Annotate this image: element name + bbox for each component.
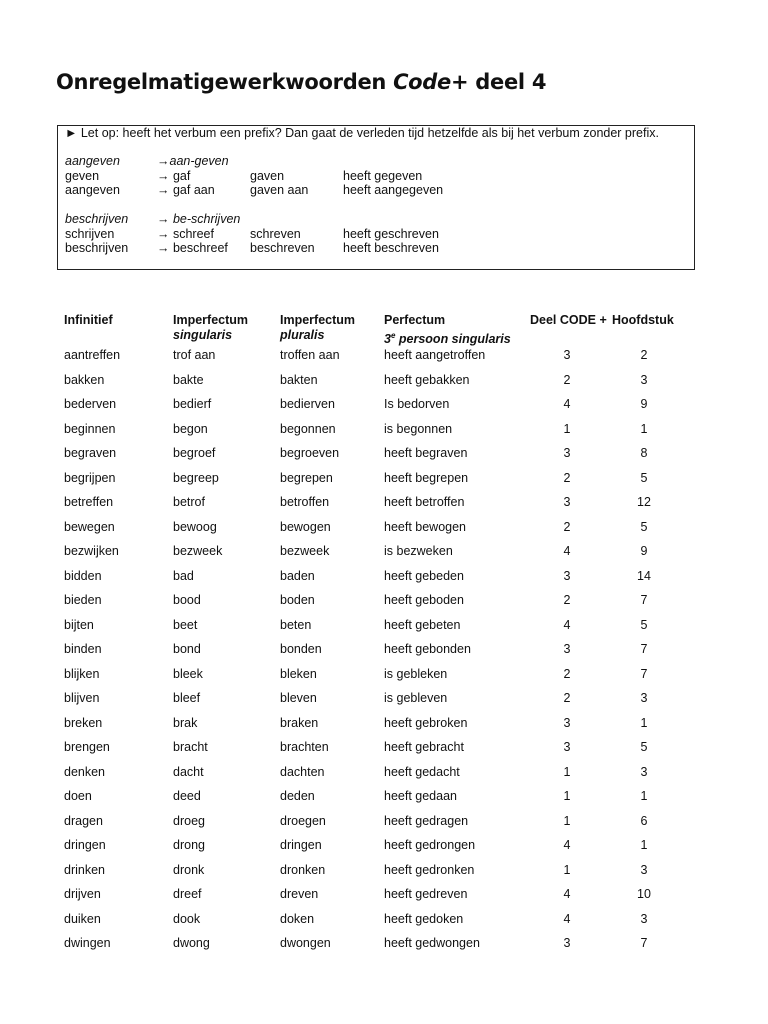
cell-perfectum: is bezweken <box>384 544 453 558</box>
prefix-note-box <box>57 125 695 270</box>
cell-hoofdstuk: 5 <box>640 519 648 534</box>
header-hoofdstuk: Hoofdstuk <box>612 313 674 327</box>
cell-deel: 1 <box>563 862 571 877</box>
example-1-head-verb: aangeven <box>65 154 120 168</box>
cell-imp-sg: droeg <box>173 813 205 828</box>
cell-imp-pl: bleken <box>280 666 317 681</box>
cell-hoofdstuk: 14 <box>637 568 651 583</box>
example-2-line-2-sg: → beschreef <box>157 241 228 255</box>
cell-imp-sg: bleef <box>173 691 201 705</box>
cell-infinitief: dwingen <box>64 936 111 950</box>
cell-hoofdstuk: 7 <box>640 936 648 950</box>
cell-infinitief: breken <box>64 715 103 730</box>
table-row <box>0 468 768 492</box>
cell-imp-sg: bezweek <box>173 544 223 558</box>
cell-infinitief: duiken <box>64 911 101 926</box>
cell-infinitief: blijven <box>64 691 100 705</box>
cell-infinitief: beginnen <box>64 421 116 436</box>
example-1-line-2-sg: → gaf aan <box>157 183 215 197</box>
example-1-line-2-inf: aangeven <box>65 183 120 197</box>
cell-imp-sg: bewoog <box>173 519 217 534</box>
title-suffix: deel 4 <box>475 70 547 94</box>
cell-infinitief: drinken <box>64 862 105 877</box>
cell-imp-pl: betroffen <box>280 495 330 509</box>
cell-deel: 2 <box>563 372 571 387</box>
note-intro: ► Let op: heeft het verbum een prefix? Dan gaat de verleden tijd hetzelfde als bij het verbum zonder prefix. <box>65 126 659 140</box>
cell-infinitief: bidden <box>64 568 102 583</box>
cell-imp-pl: baden <box>280 568 315 583</box>
cell-infinitief: bezwijken <box>64 544 119 558</box>
table-row <box>0 933 768 957</box>
cell-perfectum: heeft gedronken <box>384 862 475 877</box>
cell-infinitief: blijken <box>64 666 100 681</box>
cell-hoofdstuk: 1 <box>640 789 648 803</box>
cell-infinitief: dragen <box>64 813 103 828</box>
table-row <box>0 811 768 835</box>
cell-imp-pl: bonden <box>280 642 322 656</box>
cell-deel: 4 <box>563 617 571 632</box>
cell-imp-sg: begroef <box>173 446 216 460</box>
table-row <box>0 370 768 394</box>
cell-imp-sg: begreep <box>173 470 219 485</box>
cell-perfectum: heeft gedacht <box>384 764 460 779</box>
cell-deel: 3 <box>563 446 571 460</box>
cell-infinitief: binden <box>64 642 102 656</box>
cell-deel: 4 <box>563 544 571 558</box>
cell-imp-sg: begon <box>173 421 208 436</box>
cell-infinitief: begraven <box>64 446 117 460</box>
example-1-line-2-perf: heeft aangegeven <box>343 183 444 197</box>
cell-deel: 1 <box>563 421 571 436</box>
header-imperfectum-pluralis <box>280 313 355 343</box>
cell-perfectum: heeft aangetroffen <box>384 348 486 362</box>
cell-infinitief: bakken <box>64 372 105 387</box>
cell-hoofdstuk: 5 <box>640 470 648 485</box>
header-perf-label: Perfectum <box>384 313 446 327</box>
cell-deel: 2 <box>563 593 571 607</box>
cell-deel: 4 <box>563 397 571 411</box>
cell-perfectum: heeft gebonden <box>384 642 471 656</box>
header-imp-sg-label: Imperfectum <box>173 313 249 327</box>
cell-deel: 3 <box>563 936 571 950</box>
cell-perfectum: is gebleven <box>384 691 448 705</box>
cell-imp-sg: dreef <box>173 887 202 901</box>
cell-imp-sg: bond <box>173 642 201 656</box>
cell-imp-pl: dachten <box>280 764 325 779</box>
cell-imp-sg: dook <box>173 911 201 926</box>
table-row <box>0 541 768 565</box>
cell-perfectum: heeft gebeden <box>384 568 464 583</box>
cell-hoofdstuk: 1 <box>640 715 648 730</box>
header-infinitief: Infinitief <box>64 313 113 327</box>
example-1-line-2-pl: gaven aan <box>250 183 309 197</box>
cell-deel: 3 <box>563 348 571 362</box>
example-1-line-1-sg: → gaf <box>157 169 191 183</box>
table-row <box>0 566 768 590</box>
example-2-line-1-perf: heeft geschreven <box>343 227 439 241</box>
cell-perfectum: heeft begrepen <box>384 470 469 485</box>
cell-imp-sg: bakte <box>173 372 204 387</box>
cell-perfectum: heeft gedoken <box>384 911 464 926</box>
cell-imp-pl: bewogen <box>280 519 331 534</box>
table-row <box>0 835 768 859</box>
cell-deel: 3 <box>563 715 571 730</box>
cell-imp-sg: drong <box>173 838 205 852</box>
table-row <box>0 737 768 761</box>
table-row <box>0 664 768 688</box>
cell-hoofdstuk: 10 <box>637 887 651 901</box>
example-2-line-1-inf: schrijven <box>65 227 115 241</box>
table-row <box>0 884 768 908</box>
cell-deel: 1 <box>563 789 571 803</box>
cell-perfectum: heeft gedreven <box>384 887 468 901</box>
cell-deel: 1 <box>563 764 571 779</box>
cell-infinitief: begrijpen <box>64 470 116 485</box>
header-imp-pl-sub: pluralis <box>280 328 325 342</box>
cell-imp-pl: bezweek <box>280 544 330 558</box>
cell-infinitief: bijten <box>64 617 94 632</box>
cell-hoofdstuk: 7 <box>640 666 648 681</box>
header-perf-num: 3 <box>384 332 391 347</box>
cell-imp-sg: bedierf <box>173 397 212 411</box>
cell-imp-pl: begroeven <box>280 446 340 460</box>
cell-hoofdstuk: 9 <box>640 544 648 558</box>
cell-deel: 2 <box>563 691 571 705</box>
header-perf-sup: e <box>390 331 396 340</box>
cell-hoofdstuk: 3 <box>640 862 648 877</box>
cell-hoofdstuk: 8 <box>640 446 648 460</box>
table-row <box>0 786 768 810</box>
cell-imp-pl: droegen <box>280 813 326 828</box>
cell-perfectum: heeft bewogen <box>384 519 467 534</box>
cell-hoofdstuk: 3 <box>640 372 648 387</box>
cell-imp-pl: begonnen <box>280 421 336 436</box>
cell-imp-pl: bakten <box>280 372 318 387</box>
table-row <box>0 688 768 712</box>
header-perf-sub: persoon singularis <box>398 332 511 347</box>
cell-perfectum: is gebleken <box>384 666 448 681</box>
cell-imp-sg: trof aan <box>173 348 216 362</box>
cell-imp-pl: troffen aan <box>280 348 340 362</box>
table-row <box>0 443 768 467</box>
cell-imp-pl: bleven <box>280 691 317 705</box>
cell-deel: 2 <box>563 519 571 534</box>
cell-perfectum: heeft gebeten <box>384 617 461 632</box>
table-row <box>0 713 768 737</box>
cell-imp-pl: begrepen <box>280 470 333 485</box>
cell-imp-sg: dwong <box>173 936 210 950</box>
cell-hoofdstuk: 2 <box>640 348 648 362</box>
table-row <box>0 615 768 639</box>
cell-perfectum: heeft gebracht <box>384 740 464 754</box>
table-row <box>0 590 768 614</box>
cell-imp-pl: dreven <box>280 887 319 901</box>
example-2-line-1-sg: → schreef <box>157 227 214 241</box>
cell-imp-pl: boden <box>280 593 315 607</box>
header-imperfectum-singularis <box>173 313 248 343</box>
cell-hoofdstuk: 9 <box>640 397 648 411</box>
cell-imp-sg: bood <box>173 593 201 607</box>
example-1-line-1-perf: heeft gegeven <box>343 169 423 183</box>
example-1-line-1-inf: geven <box>65 169 100 183</box>
cell-imp-pl: brachten <box>280 740 329 754</box>
cell-hoofdstuk: 7 <box>640 642 648 656</box>
cell-imp-pl: braken <box>280 715 319 730</box>
header-perfectum <box>384 313 511 347</box>
cell-imp-sg: bad <box>173 568 194 583</box>
cell-deel: 3 <box>563 642 571 656</box>
header-imp-sg-sub: singularis <box>173 328 233 342</box>
example-2-line-2-perf: heeft beschreven <box>343 241 439 255</box>
header-imp-pl-label: Imperfectum <box>280 313 356 327</box>
cell-hoofdstuk: 12 <box>637 495 651 509</box>
cell-hoofdstuk: 3 <box>640 911 648 926</box>
cell-imp-pl: beten <box>280 617 312 632</box>
cell-infinitief: bieden <box>64 593 102 607</box>
cell-imp-pl: dronken <box>280 862 326 877</box>
table-row <box>0 860 768 884</box>
cell-deel: 4 <box>563 887 571 901</box>
table-row <box>0 909 768 933</box>
cell-deel: 3 <box>563 495 571 509</box>
cell-imp-pl: deden <box>280 789 315 803</box>
cell-hoofdstuk: 6 <box>640 813 648 828</box>
cell-perfectum: is begonnen <box>384 421 453 436</box>
cell-infinitief: dringen <box>64 838 106 852</box>
cell-hoofdstuk: 1 <box>640 838 648 852</box>
cell-deel: 3 <box>563 740 571 754</box>
cell-perfectum: heeft geboden <box>384 593 464 607</box>
title-brand: Code+ <box>393 70 469 94</box>
example-2-line-2-inf: beschrijven <box>65 241 129 255</box>
example-2-line-1-pl: schreven <box>250 227 301 241</box>
cell-deel: 2 <box>563 470 571 485</box>
example-2-head-split: → be-schrijven <box>157 212 241 226</box>
cell-imp-sg: beet <box>173 617 198 632</box>
cell-imp-sg: betrof <box>173 495 205 509</box>
cell-deel: 3 <box>563 568 571 583</box>
cell-imp-pl: dwongen <box>280 936 331 950</box>
example-2-line-2-pl: beschreven <box>250 241 315 255</box>
cell-perfectum: heeft gedaan <box>384 789 457 803</box>
cell-imp-sg: bracht <box>173 740 208 754</box>
cell-imp-pl: doken <box>280 911 315 926</box>
cell-hoofdstuk: 5 <box>640 617 648 632</box>
cell-perfectum: heeft begraven <box>384 446 468 460</box>
table-row <box>0 394 768 418</box>
cell-infinitief: drijven <box>64 887 101 901</box>
table-row <box>0 762 768 786</box>
cell-hoofdstuk: 5 <box>640 740 648 754</box>
table-row <box>0 419 768 443</box>
table-row <box>0 492 768 516</box>
cell-hoofdstuk: 3 <box>640 764 648 779</box>
cell-imp-sg: dacht <box>173 764 204 779</box>
cell-imp-sg: deed <box>173 789 201 803</box>
cell-infinitief: bederven <box>64 397 117 411</box>
cell-perfectum: heeft gedwongen <box>384 936 480 950</box>
cell-hoofdstuk: 1 <box>640 421 648 436</box>
table-row <box>0 639 768 663</box>
cell-imp-pl: bedierven <box>280 397 335 411</box>
cell-perfectum: Is bedorven <box>384 397 450 411</box>
header-deel-code: Deel CODE + <box>530 313 607 327</box>
cell-imp-sg: bleek <box>173 666 203 681</box>
cell-infinitief: denken <box>64 764 106 779</box>
cell-imp-pl: dringen <box>280 838 322 852</box>
cell-deel: 2 <box>563 666 571 681</box>
cell-infinitief: brengen <box>64 740 110 754</box>
example-2-head-verb: beschrijven <box>65 212 129 226</box>
example-1-line-1-pl: gaven <box>250 169 285 183</box>
cell-infinitief: betreffen <box>64 495 114 509</box>
table-row <box>0 517 768 541</box>
cell-infinitief: doen <box>64 789 92 803</box>
cell-infinitief: aantreffen <box>64 348 121 362</box>
table-row <box>0 345 768 369</box>
cell-infinitief: bewegen <box>64 519 115 534</box>
page-title <box>56 70 546 94</box>
cell-perfectum: heeft gedragen <box>384 813 469 828</box>
title-prefix: Onregelmatigewerkwoorden <box>56 70 387 94</box>
example-1-head-split: →aan-geven <box>157 154 229 168</box>
cell-deel: 4 <box>563 838 571 852</box>
cell-perfectum: heeft gebakken <box>384 372 470 387</box>
cell-perfectum: heeft gedrongen <box>384 838 476 852</box>
cell-deel: 1 <box>563 813 571 828</box>
cell-imp-sg: dronk <box>173 862 205 877</box>
cell-perfectum: heeft gebroken <box>384 715 468 730</box>
cell-imp-sg: brak <box>173 715 198 730</box>
cell-hoofdstuk: 3 <box>640 691 648 705</box>
cell-perfectum: heeft betroffen <box>384 495 465 509</box>
cell-deel: 4 <box>563 911 571 926</box>
cell-hoofdstuk: 7 <box>640 593 648 607</box>
